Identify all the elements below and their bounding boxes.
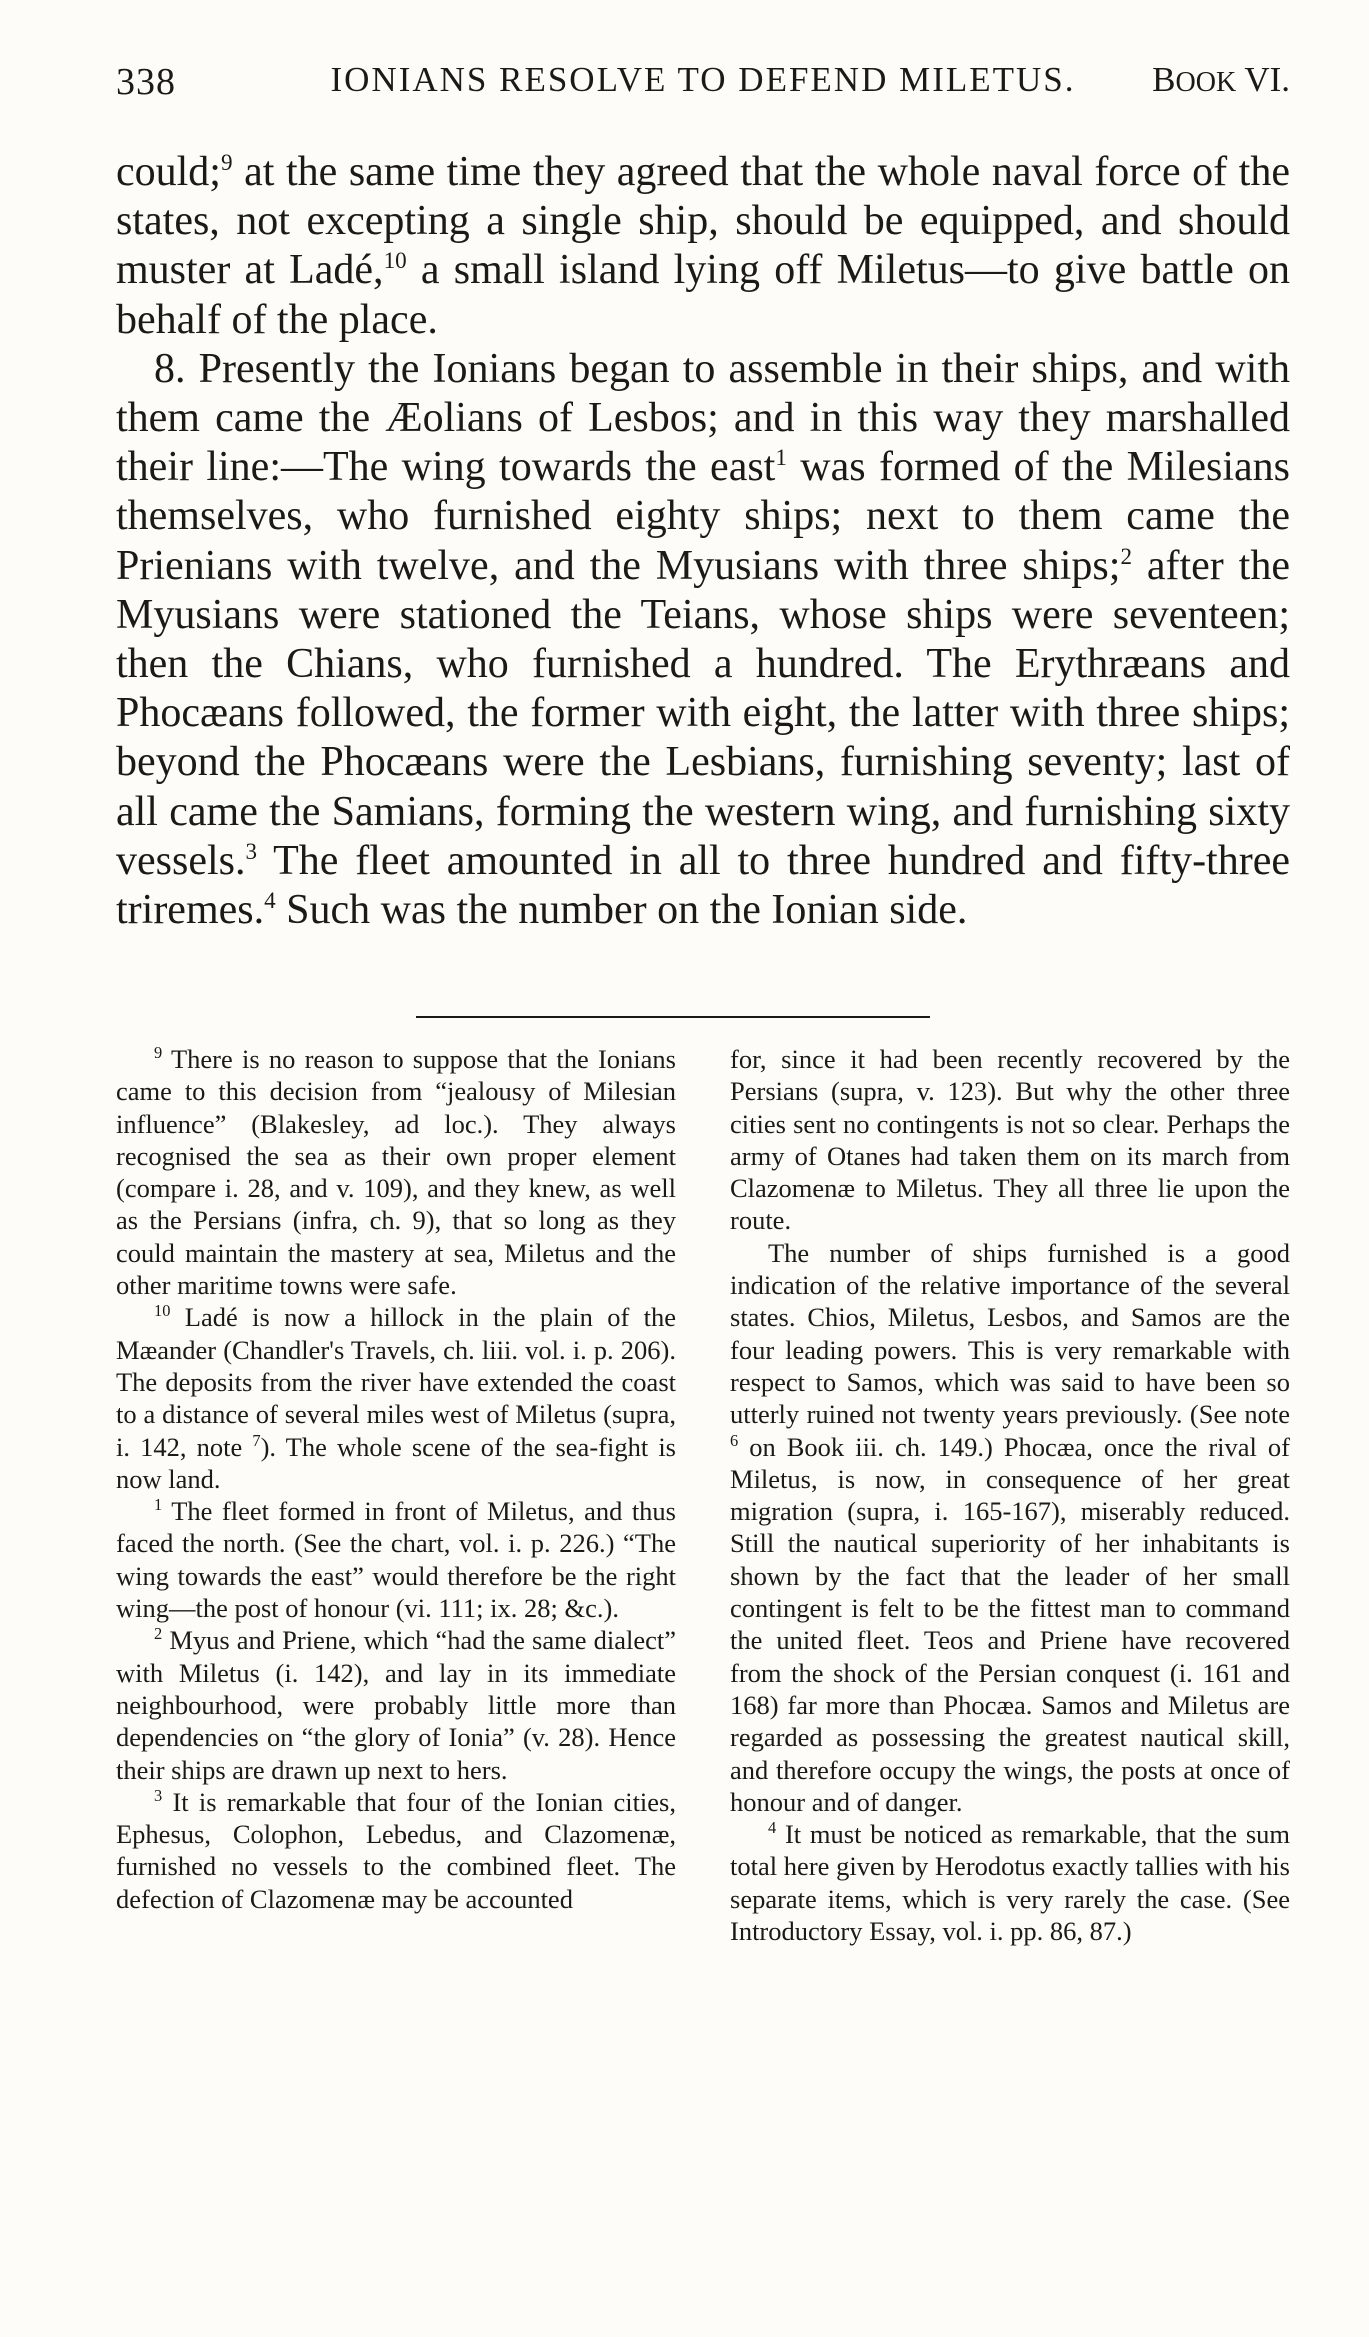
footnotes bbox=[116, 1043, 1290, 1947]
main-text bbox=[116, 148, 1290, 935]
footnote-text: Myus and Priene, which “had the same dialect” with Miletus (i. 142), and lay in its immediate neighbourhood, were probably little more than dependencies on “the glory of Ionia” (v. 28). Hence their ships are drawn up next to hers. bbox=[116, 1625, 676, 1785]
main-paragraph-1 bbox=[116, 148, 1290, 345]
footnote-ref: 6 bbox=[730, 1430, 739, 1450]
text-run: was formed of the Milesians themselves, who furnished eighty ships; next to them came the Prienians with twelve, and the Myusians with three ships; bbox=[116, 444, 1290, 589]
footnote-10 bbox=[116, 1301, 676, 1495]
footnote-2 bbox=[116, 1624, 676, 1785]
footnote-text: It is remarkable that four of the Ionian cities, Ephesus, Colophon, Lebedus, and Clazomenæ, furnished no vessels to the combined fleet. The defection of Clazomenæ may be accounted bbox=[116, 1786, 676, 1914]
footnote-text: There is no reason to suppose that the Ionians came to this decision from “jealousy of Milesian influence” (Blakesley, ad loc.). They always recognised the sea as their own proper element (compare i. 28, and v. 109), and they knew, as well as the Persians (infra, ch. 9), that so long as they could maintain the mastery at sea, Miletus and the other maritime towns were safe. bbox=[116, 1044, 676, 1301]
main-paragraph-2 bbox=[116, 345, 1290, 935]
running-title: IONIANS RESOLVE TO DEFEND MILETUS. bbox=[330, 60, 1076, 99]
footnotes-right-column bbox=[730, 1043, 1290, 1947]
footnote-mark: 3 bbox=[154, 1786, 163, 1805]
book-word-rest: OOK bbox=[1175, 67, 1237, 98]
text-run: could; bbox=[116, 149, 221, 195]
footnote-ref: 7 bbox=[252, 1430, 261, 1450]
text-run: The fleet amounted in all to three hundred and fifty-three triremes. bbox=[116, 837, 1290, 934]
book-numeral: VI. bbox=[1244, 60, 1290, 99]
book-label bbox=[1152, 60, 1290, 100]
footnote-text: The number of ships furnished is a good indication of the relative importance of the several states. Chios, Miletus, Lesbos, and Samos are the four leading powers. This is very remarkable with respect to Samos, which was said to have been so utterly ruined not twenty years previously. (See note bbox=[730, 1237, 1290, 1430]
text-run: at the same time they agreed that the whole naval force of the states, not excepting a single ship, should be equipped, and should muster at Ladé, bbox=[116, 149, 1290, 294]
footnote-ref: 3 bbox=[245, 837, 258, 864]
footnote-text: It must be noticed as remarkable, that the sum total here given by Herodotus exactly tallies with his separate items, which is very rarely the case. (See Introductory Essay, vol. i. pp. 86, 87.) bbox=[730, 1819, 1290, 1947]
footnotes-left-column bbox=[116, 1043, 676, 1947]
footnote-text: ). The whole scene of the sea-fight is now land. bbox=[116, 1431, 676, 1494]
book-word-initial: B bbox=[1152, 60, 1176, 99]
footnote-ref: 4 bbox=[264, 887, 276, 914]
footnote-mark: 1 bbox=[154, 1495, 163, 1515]
footnote-text: Ladé is now a hillock in the plain of the Mæander (Chandler's Travels, ch. liii. vol. i. p. 206). The deposits from the river have extended the coast to a distance of several miles west of Miletus (supra, i. 142, note bbox=[116, 1302, 676, 1462]
footnote-3 bbox=[116, 1786, 676, 1915]
footnote-1 bbox=[116, 1495, 676, 1624]
footnote-ref: 9 bbox=[220, 149, 233, 175]
footnote-text: on Book iii. ch. 149.) Phocæa, once the rival of Miletus, is now, in consequence of her great migration (supra, i. 165-167), miserably reduced. Still the nautical superiority of her inhabitants is shown by the fact that the leader of her small contingent is felt to be the fittest man to command the united fleet. Teos and Priene have recovered from the shock of the Persian conquest (i. 161 and 168) far more than Phocæa. Samos and Miletus are regarded as possessing the greatest nautical skill, and therefore occupy the wings, the posts at once of honour and of danger. bbox=[730, 1431, 1290, 1817]
footnote-3-paragraph-2 bbox=[730, 1237, 1290, 1818]
footnote-9 bbox=[116, 1043, 676, 1301]
text-run: after the Myusians were stationed the Teians, whose ships were seventeen; then the Chians, who furnished a hundred. The Erythræans and Phocæans followed, the former with eight, the latter with three ships; beyond the Phocæans were the Lesbians, furnishing seventy; last of all came the Samians, forming the western wing, and furnishing sixty vessels. bbox=[116, 542, 1290, 884]
text-run: 8. Presently the Ionians began to assemble in their ships, and with them came the Æolians of Lesbos; and in this way they marshalled their line:—The wing towards the east bbox=[116, 345, 1290, 491]
footnote-4 bbox=[730, 1818, 1290, 1947]
footnote-ref: 2 bbox=[1120, 542, 1132, 569]
text-run: a small island lying off Miletus—to give battle on behalf of the place. bbox=[116, 247, 1290, 343]
text-run: Such was the number on the Ionian side. bbox=[275, 887, 968, 934]
page-number: 338 bbox=[116, 61, 176, 103]
footnote-mark: 10 bbox=[154, 1301, 171, 1321]
footnote-divider bbox=[416, 1016, 930, 1018]
footnote-mark: 2 bbox=[154, 1624, 163, 1644]
footnote-mark: 9 bbox=[154, 1043, 163, 1063]
page-header bbox=[116, 60, 1290, 110]
footnote-text: The fleet formed in front of Miletus, and thus faced the north. (See the chart, vol. i. p. 226.) “The wing towards the east” would therefore be the right wing—the post of honour (vi. 111; ix. 28; &c.). bbox=[116, 1496, 676, 1624]
footnote-3-continued: for, since it had been recently recovered by the Persians (supra, v. 123). But why the other three cities sent no contingents is not so clear. Perhaps the army of Otanes had taken them on its march from Clazomenæ to Miletus. They all three lie upon the route. bbox=[730, 1044, 1290, 1236]
footnote-ref: 10 bbox=[383, 247, 407, 274]
footnote-ref: 1 bbox=[775, 444, 787, 471]
footnote-mark: 4 bbox=[768, 1818, 777, 1838]
